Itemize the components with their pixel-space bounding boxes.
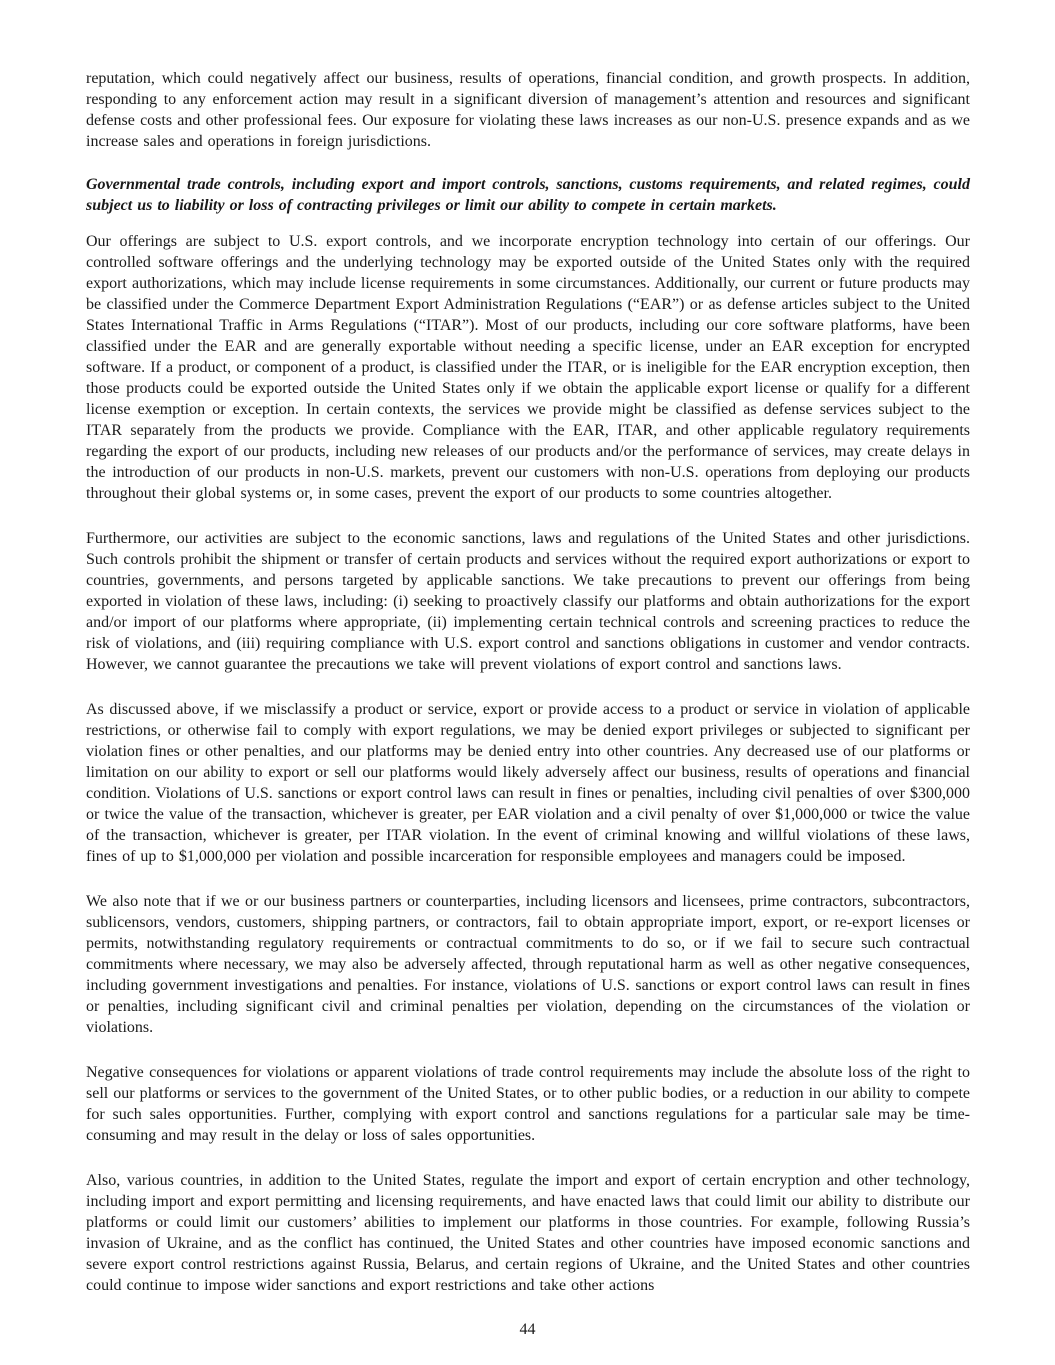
paragraph-negative-consequences: Negative consequences for violations or apparent violations of trade control requirements may include the absolute loss of the right to sell our platforms or services to the government of the United States, or to other public bodies, or a reduction in our ability to compete for such sales opportunities. Further, complying with export control and sanctions regulations for a particular sale may be time-consuming and may result in the delay or loss of sales opportunities. [86, 1064, 970, 1144]
section-heading-governmental-trade-controls: Governmental trade controls, including export and import controls, sanctions, customs requirements, and related regimes, could subject us to liability or loss of contracting privileges or limit our ability to compete in certain markets. [86, 176, 970, 214]
paragraph-economic-sanctions: Furthermore, our activities are subject to the economic sanctions, laws and regulations of the United States and other jurisdictions. Such controls prohibit the shipment or transfer of certain products and services without the required export authorizations or export to countries, governments, and persons targeted by applicable sanctions. We take precautions to prevent our offerings from being exported in violation of these laws, including: (i) seeking to proactively classify our platforms and obtain authorizations for the export and/or import of our platforms where appropriate, (ii) implementing certain technical controls and screening practices to reduce the risk of violations, and (iii) requiring compliance with U.S. export control and sanctions obligations in customer and vendor contracts. However, we cannot guarantee the precautions we take will prevent violations of export control and sanctions laws. [86, 530, 970, 673]
paragraph-misclassification-penalties: As discussed above, if we misclassify a product or service, export or provide access to a product or service in violation of applicable restrictions, or otherwise fail to comply with export regulations, we may be denied export privileges or subjected to significant per violation fines or other penalties, and our platforms may be denied entry into other countries. Any decreased use of our platforms or limitation on our ability to export or sell our platforms would likely adversely affect our business, results of operations and financial condition. Violations of U.S. sanctions or export control laws can result in fines or penalties, including civil penalties of over $300,000 or twice the value of the transaction, whichever is greater, per EAR violation and a civil penalty of over $1,000,000 or twice the value of the transaction, whichever is greater, per ITAR violation. In the event of criminal knowing and willful violations of these laws, fines of up to $1,000,000 per violation and possible incarceration for responsible employees and managers could be imposed. [86, 701, 970, 865]
paragraph-business-partners: We also note that if we or our business partners or counterparties, including licensors and licensees, prime contractors, subcontractors, sublicensors, vendors, customers, shipping partners, or contractors, fail to obtain appropriate import, export, or re-export licenses or permits, notwithstanding regulatory requirements or contractual commitments to do so, or if we fail to secure such contractual commitments where necessary, we may also be adversely affected, through reputational harm as well as other negative consequences, including government investigations and penalties. For instance, violations of U.S. sanctions or export control laws can result in fines or penalties, including significant civil and criminal penalties per violation, depending on the circumstances of the violation or violations. [86, 893, 970, 1036]
page-number: 44 [519, 1321, 536, 1338]
paragraph-export-controls: Our offerings are subject to U.S. export controls, and we incorporate encryption technology into certain of our offerings. Our controlled software offerings and the underlying technology may be exported outside of the United States only with the required export authorizations, which may include license requirements in some circumstances. Additionally, our current or future products may be classified under the Commerce Department Export Administration Regulations (“EAR”) or as defense articles subject to the United States International Traffic in Arms Regulations (“ITAR”). Most of our products, including our core software platforms, have been classified under the EAR and are generally exportable without needing a specific license, under an EAR exception for encrypted software. If a product, or component of a product, is classified under the ITAR, or is ineligible for the EAR encryption exception, then those products could be exported outside the United States only if we obtain the applicable export license or qualify for a different license exemption or exception. In certain contexts, the services we provide might be classified as defense services subject to the ITAR separately from the products we provide. Compliance with the EAR, ITAR, and other applicable regulatory requirements regarding the export of our products, including new releases of our products and/or the performance of services, may create delays in the introduction of our products in non-U.S. markets, prevent our customers with non-U.S. operations from deploying our products throughout their global systems or, in some cases, prevent the export of our products to some countries altogether. [86, 233, 970, 502]
paragraph-various-countries: Also, various countries, in addition to the United States, regulate the import and export of certain encryption and other technology, including import and export permitting and licensing requirements, and have enacted laws that could limit our ability to distribute our platforms or could limit our customers’ abilities to implement our platforms in those countries. For example, following Russia’s invasion of Ukraine, and as the conflict has continued, the United States and other countries have imposed economic sanctions and severe export control restrictions against Russia, Belarus, and certain regions of Ukraine, and the United States and other countries could continue to impose wider sanctions and export restrictions and take other actions [86, 1172, 970, 1294]
paragraph-continuation: reputation, which could negatively affect our business, results of operations, financial condition, and growth prospects. In addition, responding to any enforcement action may result in a significant diversion of management’s attention and resources and significant defense costs and other professional fees. Our exposure for violating these laws increases as our non-U.S. presence expands and as we increase sales and operations in foreign jurisdictions. [86, 70, 970, 150]
